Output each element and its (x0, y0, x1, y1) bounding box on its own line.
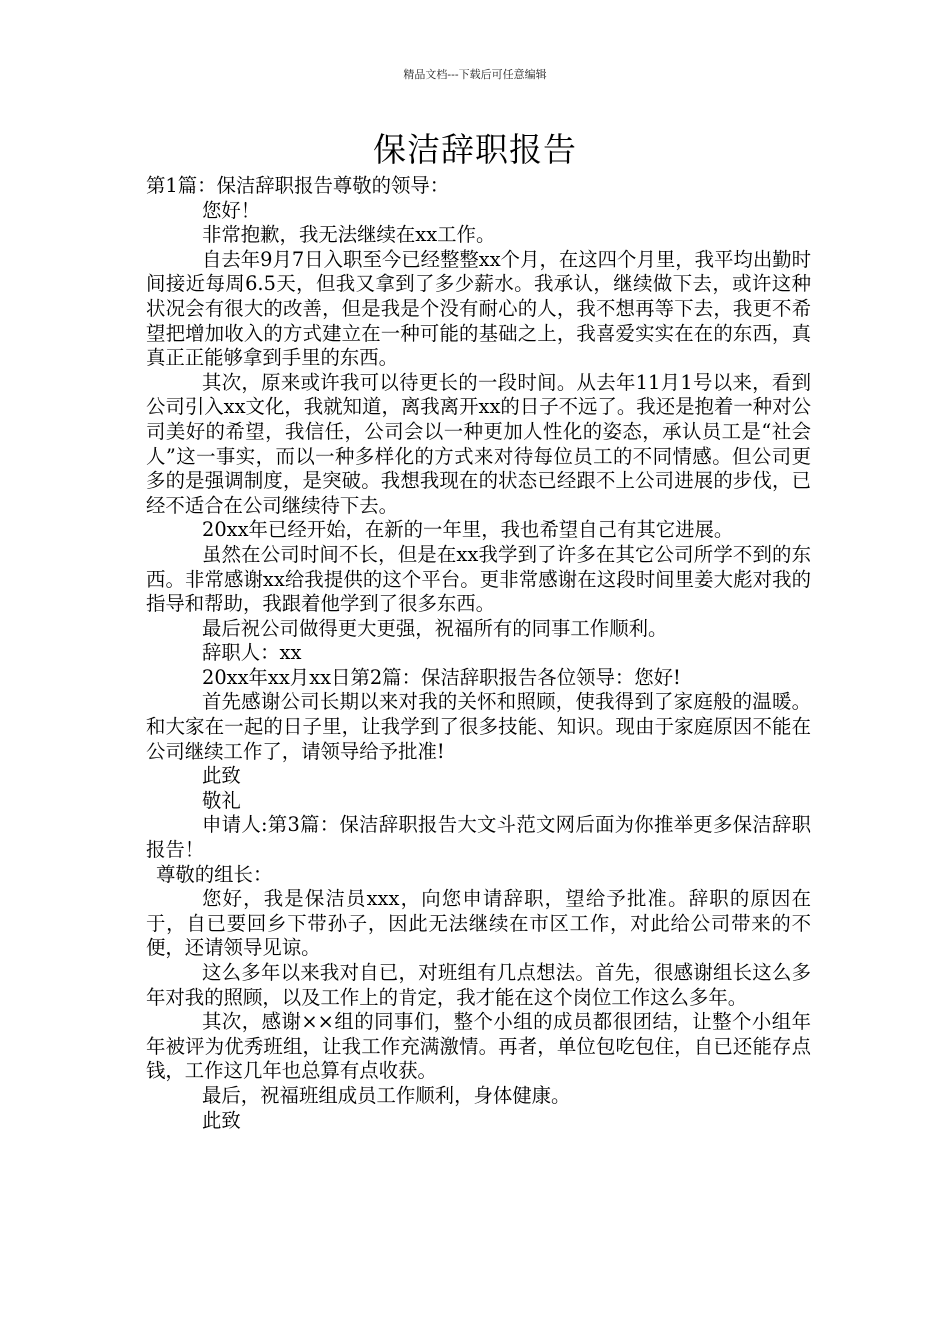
paragraph: 其次，原来或许我可以待更长的一段时间。从去年11月1号以来，看到公司引入xx文化，我就知道，离我离开xx的日子不远了。我还是抱着一种对公司美好的希望，我信任，公司会以一种更加人性化的姿态，承认员工是“社会人”这一事实，而以一种多样化的方式来对待每位员工的不同情感。但公司更多的是强调制度，是突破。我想我现在的状态已经跟不上公司进展的步伐，已经不适合在公司继续待下去。 (146, 370, 811, 517)
paragraph: 20xx年xx月xx日第2篇：保洁辞职报告各位领导：您好! (202, 665, 681, 689)
header-note: 精品文档---下载后可任意编辑 (403, 68, 547, 81)
paragraph: 辞职人：xx (202, 641, 302, 665)
paragraph: 这么多年以来我对自已，对班组有几点想法。首先，很感谢组长这么多年对我的照顾，以及工作上的肯定，我才能在这个岗位工作这么多年。 (146, 961, 811, 1009)
paragraph: 最后，祝福班组成员工作顺利，身体健康。 (202, 1083, 571, 1107)
document-title: 保洁辞职报告 (373, 130, 577, 169)
document-body (146, 174, 811, 1133)
paragraph: 虽然在公司时间不长，但是在xx我学到了许多在其它公司所学不到的东西。非常感谢xx给我提供的这个平台。更非常感谢在这段时间里姜大彪对我的指导和帮助，我跟着他学到了很多东西。 (146, 542, 811, 616)
paragraph: 其次，感谢××组的同事们，整个小组的成员都很团结，让整个小组年年被评为优秀班组，让我工作充满激情。再者，单位包吃包住，自已还能存点钱，工作这几年也总算有点收获。 (146, 1010, 811, 1083)
paragraph: 非常抱歉，我无法继续在xx工作。 (202, 223, 496, 247)
paragraph: 您好！ (202, 198, 261, 222)
paragraph: 自去年9月7日入职至今已经整整xx个月，在这四个月里，我平均出勤时间接近每周6.5天，但我又拿到了多少薪水。我承认，继续做下去，或许这种状况会有很大的改善，但是我是个没有耐心的人，我不想再等下去，我更不希望把增加收入的方式建立在一种可能的基础之上，我喜爱实实在在的东西，真真正正能够拿到手里的东西。 (146, 247, 811, 370)
paragraph: 20xx年已经开始，在新的一年里，我也希望自己有其它进展。 (202, 518, 734, 542)
paragraph: 此致 (202, 764, 241, 788)
paragraph: 敬礼 (202, 788, 241, 812)
paragraph: 首先感谢公司长期以来对我的关怀和照顾，使我得到了家庭般的温暖。和大家在一起的日子里，让我学到了很多技能、知识。现由于家庭原因不能在公司继续工作了，请领导给予批准! (146, 690, 811, 763)
paragraph: 第1篇：保洁辞职报告尊敬的领导： (146, 174, 450, 197)
paragraph: 最后祝公司做得更大更强，祝福所有的同事工作顺利。 (202, 616, 668, 640)
paragraph: 您好，我是保洁员xxx，向您申请辞职，望给予批准。辞职的原因在于，自已要回乡下带孙子，因此无法继续在市区工作，对此给公司带来的不便，还请领导见谅。 (146, 887, 811, 960)
paragraph: 申请人:第3篇：保洁辞职报告大文斗范文网后面为你推举更多保洁辞职报告！ (146, 813, 811, 862)
paragraph: 此致 (202, 1108, 241, 1132)
paragraph: 尊敬的组长： (156, 862, 273, 886)
